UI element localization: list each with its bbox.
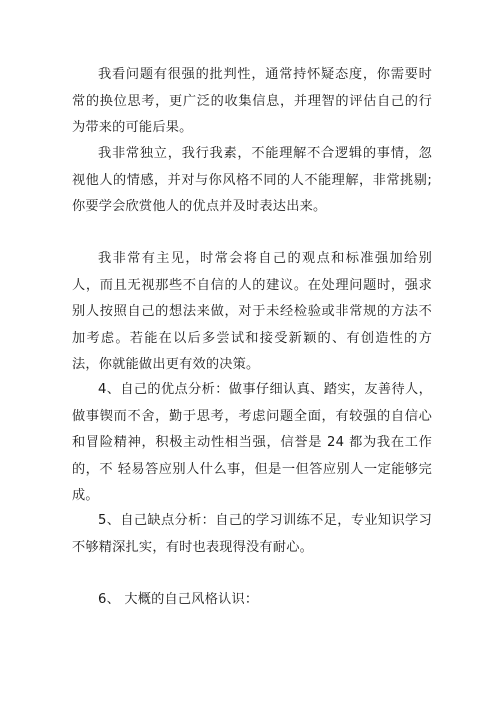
paragraph-critical-thinking: 我看问题有很强的批判性，通常持怀疑态度，你需要时常的换位思考，更广泛的收集信息，并理智的评估自己的行为带来的可能后果。 <box>72 67 432 135</box>
paragraph-opinions: 我非常有主见，时常会将自己的观点和标准强加给别人，而且无视那些不自信的人的建议。在处理问题时，强求别人按照自己的想法来做，对于未经检验或非常规的方法不加考虑。若能在以后多尝试和接受新颖的、有创造性的方法，你就能做出更有效的决策。 <box>72 251 432 372</box>
paragraph-independence: 我非常独立，我行我素，不能理解不合逻辑的事情，忽视他人的情感，并对与你风格不同的人不能理解，非常挑剔;你要学会欣赏他人的优点并及时表达出来。 <box>72 146 432 214</box>
paragraph-style-heading: 6、 大概的自己风格认识： <box>98 592 259 607</box>
paragraph-weaknesses: 5、自己缺点分析：自己的学习训练不足，专业知识学习不够精深扎实，有时也表现得没有耐心。 <box>72 513 432 555</box>
paragraph-strengths: 4、自己的优点分析：做事仔细认真、踏实，友善待人，做事锲而不舍，勤于思考，考虑问题全面，有较强的自信心和冒险精神，积极主动性相当强，信誉是 24 都为我在工作的，不 轻易答应别人什么事，但是一但答应别人一定能够完成。 <box>72 382 432 503</box>
